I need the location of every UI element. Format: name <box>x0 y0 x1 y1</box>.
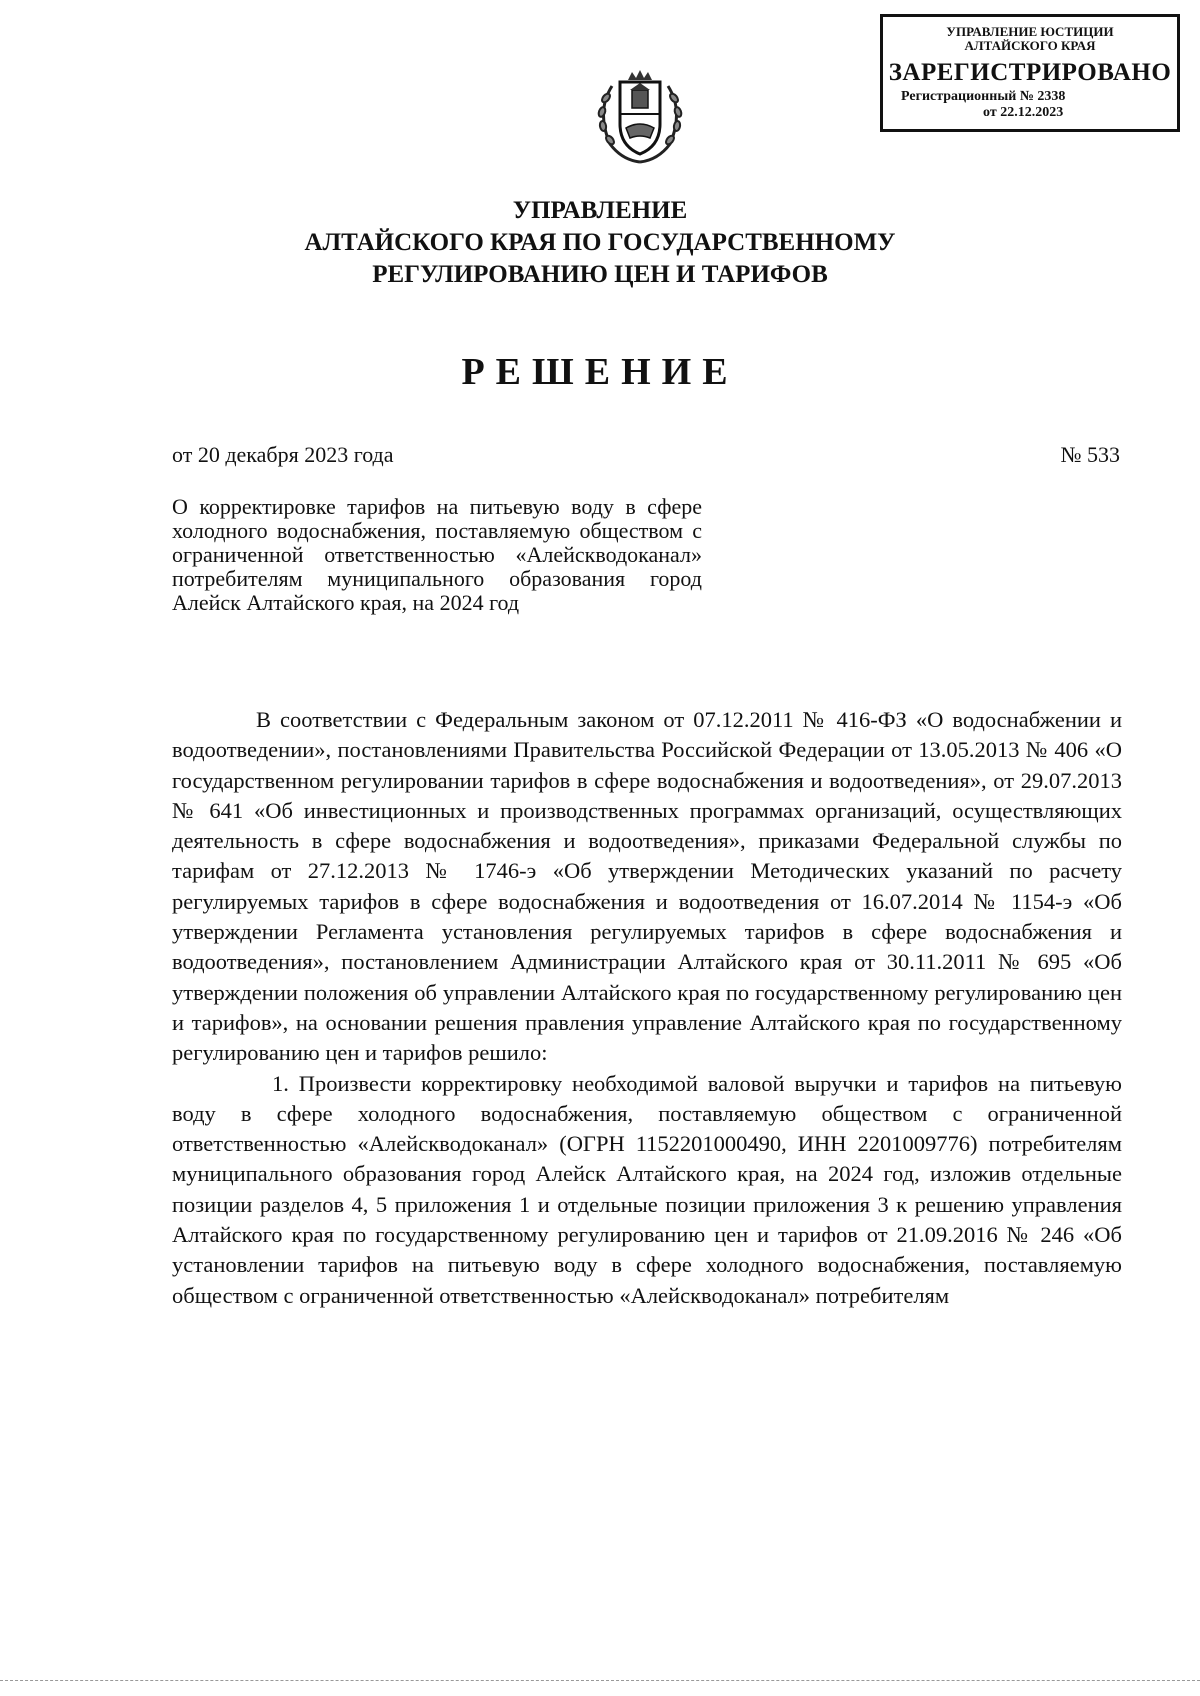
coat-of-arms-icon <box>582 66 698 166</box>
stamp-authority-line2: АЛТАЙСКОГО КРАЯ <box>964 38 1096 53</box>
stamp-registration-date: от 22.12.2023 <box>983 105 1064 120</box>
document-date: от 20 декабря 2023 года <box>172 442 394 467</box>
document-body <box>172 705 1122 1311</box>
document-subject: О корректировке тарифов на питьевую воду в сфере холодного водоснабжения, поставляемую обществом с ограниченной ответственностью «Алейскводоканал» потребителям муниципального образования город Алейск Алтайского края, на 2024 год <box>172 494 702 615</box>
stamp-registration-number: Регистрационный № 2338 <box>901 89 1066 104</box>
registration-stamp <box>880 14 1180 132</box>
document-number: № 533 <box>1060 442 1120 467</box>
stamp-authority-line1: УПРАВЛЕНИЕ ЮСТИЦИИ <box>946 24 1114 39</box>
document-type-title: РЕШЕНИЕ <box>461 351 739 393</box>
stamp-registered-title: ЗАРЕГИСТРИРОВАНО <box>888 59 1172 86</box>
authority-line-3: РЕГУЛИРОВАНИЮ ЦЕН И ТАРИФОВ <box>372 261 828 288</box>
authority-line-1: УПРАВЛЕНИЕ <box>512 197 688 224</box>
page-bottom-divider <box>0 1680 1200 1681</box>
preamble-paragraph: В соответствии с Федеральным законом от 07.12.2011 № 416-ФЗ «О водоснабжении и водоотведении», постановлениями Правительства Российской Федерации от 13.05.2013 № 406 «О государственном регулировании тарифов в сфере водоснабжения и водоотведения», от 29.07.2013 № 641 «Об инвестиционных и производственных программах организаций, осуществляющих деятельность в сфере водоснабжения и водоотведения», приказами Федеральной службы по тарифам от 27.12.2013 № 1746-э «Об утверждении Методических указаний по расчету регулируемых тарифов в сфере водоснабжения и водоотведения от 16.07.2014 № 1154-э «Об утверждении Регламента установления регулируемых тарифов в сфере водоснабжения и водоотведения», постановлением Администрации Алтайского края от 30.11.2011 № 695 «Об утверждении положения об управлении Алтайского края по государственному регулированию цен и тарифов», на основании решения правления управление Алтайского края по государственному регулированию цен и тарифов решило: <box>172 707 1122 1066</box>
issuing-authority <box>170 195 1030 291</box>
authority-line-2: АЛТАЙСКОГО КРАЯ ПО ГОСУДАРСТВЕННОМУ <box>304 229 896 256</box>
item-1-paragraph: 1. Произвести корректировку необходимой валовой выручки и тарифов на питьевую воду в сфере холодного водоснабжения, поставляемую обществом с ограниченной ответственностью «Алейскводоканал» (ОГРН 1152201000490, ИНН 2201009776) потребителям муниципального образования город Алейск Алтайского края, на 2024 год, изложив отдельные позиции разделов 4, 5 приложения 1 и отдельные позиции приложения 3 к решению управления Алтайского края по государственному регулированию цен и тарифов от 21.09.2016 № 246 «Об установлении тарифов на питьевую воду в сфере холодного водоснабжения, поставляемую обществом с ограниченной ответственностью «Алейскводоканал» потребителям <box>172 1070 1122 1308</box>
